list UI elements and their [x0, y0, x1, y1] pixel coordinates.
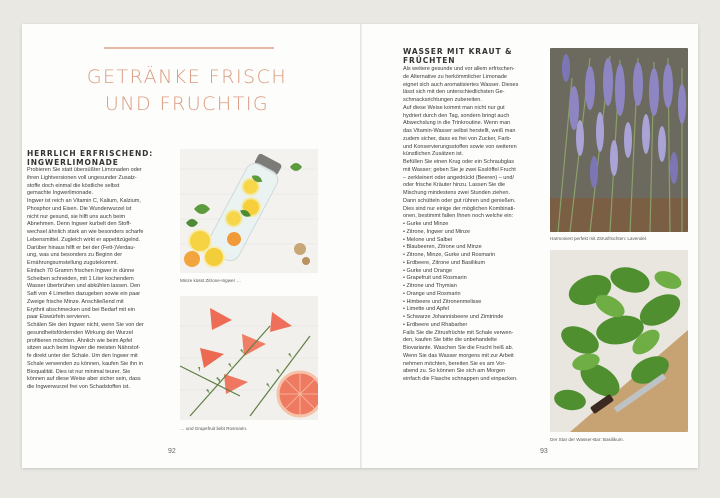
body-line: Lebensmittel. Zugleich wirkt er appetitzügelnd.	[27, 236, 141, 243]
body-line: gesundheitsfördernden Wirkung der Wurzel	[27, 329, 133, 336]
body-line: Bioqualität. Dies ist nur minimal teurer. Sie	[27, 368, 131, 375]
page-number-right: 93	[540, 448, 548, 455]
body-line: • Zitrone und Thymian	[403, 283, 457, 289]
body-line: den, kaufen Sie bitte die unbehandelte	[403, 337, 497, 344]
chapter-title	[62, 64, 312, 118]
body-line: Erythrit abschmecken und bei Bedarf mit ein	[27, 306, 135, 313]
body-line: Wenn Sie das Wasser morgens mit zur Arbeit	[403, 352, 514, 359]
body-line: oder frische Kräuter hinzu. Lassen Sie die	[403, 182, 506, 189]
body-line: • Erdbeere und Rhabarber	[403, 321, 468, 328]
caption-photo-basil: Der Star der Wasser-Bar: Basilikum.	[550, 437, 624, 442]
body-line: fe direkt unter der Schale. Um den Ingwer mit	[27, 353, 138, 359]
body-line: ihren Lightversionen voll ungesunder Zusatz-	[27, 174, 137, 181]
body-line: stoffe doch einmal die köstliche selbst	[27, 182, 120, 189]
body-line: Wasser überbrühen und abkühlen lassen. Den	[27, 283, 141, 290]
body-line: Abnehmen. Denn Ingwer kurbelt den Stoff-	[27, 221, 132, 228]
book-gutter	[360, 24, 362, 468]
body-line: können auf diese Weise aber sicher sein, dass	[27, 376, 141, 383]
body-line: onen, bestimmt fallen Ihnen noch welche ein:	[403, 213, 514, 220]
body-line: Abwechslung in die Trinkroutine. Wenn man	[403, 120, 511, 127]
grapefruit-image	[180, 296, 318, 420]
photo-lavender	[550, 48, 688, 232]
body-line: ung, was uns besonders zu Beginn der	[27, 252, 123, 259]
body-line: Saft von 4 Limetten dazugeben sowie ein paar	[27, 291, 141, 297]
body-line: paar Eiswürfeln servieren.	[27, 314, 91, 321]
caption-photo-lavender: Harmoniert perfekt mit Zitrusfrüchten: Lavendel.	[550, 236, 648, 241]
body-line: eignet sich auch aromatisiertes Wasser. Dieses	[403, 81, 519, 88]
lavender-image	[550, 48, 688, 232]
body-line: Befüllen Sie einen Krug oder ein Schraubglas	[403, 159, 514, 165]
body-line: Schälen Sie den Ingwer nicht, wenn Sie von der	[27, 322, 144, 328]
body-line: und Konservierungsstoffen sowie von weiteren	[403, 143, 517, 150]
body-text-left	[27, 167, 177, 392]
body-line: schmacksrichtungen zubereiten.	[403, 97, 482, 103]
body-line: Schale verwenden zu können, kaufen Sie ihn in	[27, 360, 143, 367]
photo-lemon-water	[180, 149, 318, 273]
body-line: zudem sicher, dass es frei von Zucker, Farb-	[403, 135, 512, 142]
body-line: • Melone und Salbei	[403, 236, 453, 243]
body-line: abend zu. So können Sie sich am Morgen	[403, 368, 506, 375]
body-line: de Alternative zu herkömmlicher Limonade	[403, 73, 507, 80]
body-line: Darüber hinaus hilft er bei der (Fett-)Verdau-	[27, 244, 136, 251]
body-line: Einfach 70 Gramm frischen Ingwer in dünne	[27, 267, 135, 274]
body-line: gemachte Ingwerlimonade.	[27, 190, 94, 197]
basil-image	[550, 250, 688, 432]
body-line: Auf diese Weise kommt man nicht nur gut	[403, 104, 505, 111]
body-line: • Zitrone, Minze, Gurke und Rosmarin	[403, 252, 496, 258]
body-line: Ingwer ist reich an Vitamin C, Kalium, Kalzium,	[27, 198, 141, 204]
heading-line: HERRLICH ERFRISCHEND:	[27, 149, 154, 158]
body-line: Dann schütteln oder gut rühren und genießen.	[403, 197, 516, 204]
body-text-right	[403, 66, 553, 384]
body-line: sitzen auch beim Ingwer die meisten Nährstof-	[27, 345, 141, 352]
body-line: Als weitere gesunde und vor allem erfrischen-	[403, 66, 515, 72]
heading-line: WASSER MIT KRAUT &	[403, 47, 513, 56]
body-line: Zweige frische Minze. Anschließend mit	[27, 298, 124, 305]
body-line: • Gurke und Minze	[403, 221, 449, 227]
body-line: • Grapefruit und Rosmarin	[403, 275, 467, 282]
book-spread	[22, 24, 698, 468]
body-line: – zerkleinert oder angedrückt (Beeren) – und/	[403, 174, 514, 181]
body-line: Phosphor und Eisen. Die Wunderwurzel ist	[27, 205, 132, 212]
lemon-water-image	[180, 149, 318, 273]
body-line: lässt sich mit den unterschiedlichsten Ge-	[403, 89, 505, 96]
body-line: Ernährungsumstellung zugutekommt.	[27, 260, 119, 266]
body-line: • Zitrone, Ingwer und Minze	[403, 228, 471, 235]
body-line: Scheiben schneiden, mit 1 Liter kochendem	[27, 275, 134, 282]
caption-photo-lemon: Minze küsst Zitrone-Ingwer …	[180, 278, 242, 283]
body-line: • Himbeere und Zitronenmelisse	[403, 298, 482, 305]
body-line: nicht nur gesund, sie hilft uns auch beim	[27, 213, 126, 220]
chapter-title-line: GETRÄNKE FRISCH	[86, 66, 288, 88]
body-line: das Vitamin-Wasser selbst herstellt, weiß man	[403, 128, 516, 134]
body-line: nehmen möchten, bereiten Sie es am Vor-	[403, 360, 507, 367]
body-line: Dies sind nur einige der möglichen Kombinati-	[403, 205, 516, 212]
photo-grapefruit-rosemary	[180, 296, 318, 420]
body-line: Mischung mindestens zwei Stunden ziehen.	[403, 190, 511, 196]
body-line: hydriert durch den Tag, sondern bringt auch	[403, 112, 510, 119]
body-line: mit Wasser; geben Sie je zwei Esslöffel Frucht	[403, 166, 516, 173]
title-rule	[104, 47, 274, 49]
chapter-title-line: UND FRUCHTIG	[104, 93, 270, 115]
heading-line: FRÜCHTEN	[403, 56, 456, 65]
body-line: • Gurke und Orange	[403, 267, 453, 274]
section-heading-ginger	[27, 149, 153, 167]
body-line: die Ingwerwurzel frei von Schadstoffen ist.	[27, 384, 130, 390]
body-line: wechsel ähnlich stark an wie besonders scharfe	[27, 229, 144, 235]
photo-basil	[550, 250, 688, 432]
body-line: • Orange und Rosmarin	[403, 290, 461, 297]
body-line: • Limette und Apfel	[403, 306, 449, 313]
body-line: Falls Sie die Zitrusfrüchte mit Schale verwen-	[403, 329, 514, 336]
body-line: einfach die Flasche schnappen und einpacken.	[403, 376, 518, 382]
body-line: Probieren Sie statt übersüßter Limonaden oder	[27, 167, 142, 173]
caption-photo-grapefruit: … und Grapefruit liebt Rosmarin.	[180, 426, 248, 431]
heading-line: INGWERLIMONADE	[27, 158, 119, 167]
body-line: • Erdbeere, Zitrone und Basilikum	[403, 259, 486, 266]
page-number-left: 92	[168, 448, 176, 455]
body-line: profitieren möchten. Ähnlich wie beim Apfel	[27, 337, 133, 344]
body-line: künstlichen Zusätzen ist.	[403, 151, 464, 158]
body-line: Biovariante. Waschen Sie die Frucht heiß ab.	[403, 345, 514, 351]
section-heading-water	[403, 47, 512, 65]
body-line: • Schwarze Johannisbeere und Zimtrinde	[403, 314, 504, 320]
body-line: • Blaubeeren, Zitrone und Minze	[403, 244, 482, 251]
